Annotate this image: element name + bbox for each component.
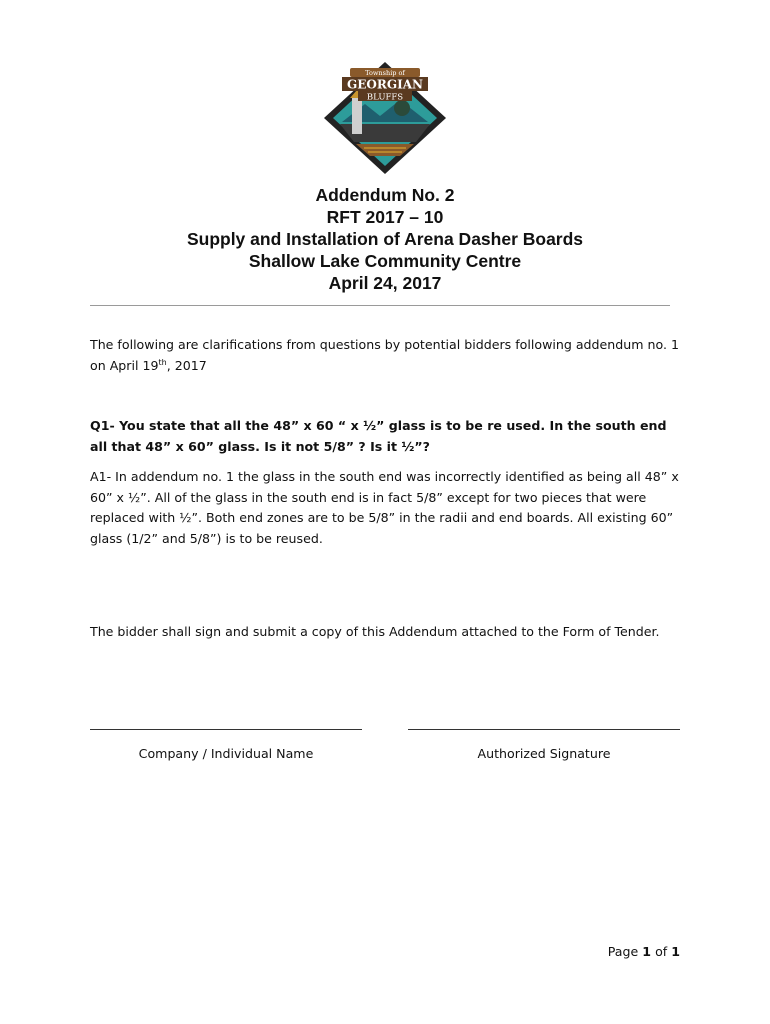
- company-name-line[interactable]: [90, 729, 362, 730]
- intro-text: The following are clarifications from questions by potential bidders following addendum no. 1 on April 19: [90, 337, 680, 373]
- addendum-number: Addendum No. 2: [315, 185, 455, 205]
- question-1: Q1- You state that all the 48” x 60 “ x ½” glass is to be re used. In the south end all that 48” x 60” glass. Is it not 5/8” ? Is it ½”?: [90, 418, 667, 454]
- project-title: Supply and Installation of Arena Dasher Boards: [186, 229, 584, 249]
- intro-paragraph: [90, 335, 680, 376]
- intro-text-end: , 2017: [166, 357, 207, 373]
- company-name-label: Company / Individual Name: [138, 746, 314, 761]
- page-number: [608, 943, 680, 961]
- title-divider: [90, 305, 670, 306]
- page-total: 1: [671, 944, 680, 959]
- project-location: Shallow Lake Community Centre: [248, 251, 522, 271]
- authorized-signature-line[interactable]: [408, 729, 680, 730]
- logo-text-georgian: GEORGIAN: [347, 77, 423, 92]
- sign-instruction: The bidder shall sign and submit a copy of this Addendum attached to the Form of Tender.: [90, 624, 660, 639]
- document-title-block: [90, 184, 680, 294]
- page-current: 1: [642, 944, 652, 959]
- authorized-signature-label: Authorized Signature: [477, 746, 611, 761]
- logo-text-township: Township of: [365, 69, 405, 77]
- page-word: Page: [607, 944, 639, 959]
- document-date: April 24, 2017: [328, 273, 442, 293]
- logo-lighthouse: [352, 98, 362, 134]
- georgian-bluffs-logo: [320, 58, 450, 176]
- intro-superscript: th: [158, 357, 167, 367]
- of-word: of: [655, 944, 668, 959]
- rft-number: RFT 2017 – 10: [326, 207, 444, 227]
- answer-1: A1- In addendum no. 1 the glass in the south end was incorrectly identified as being all 48” x 60” x ½”. All of the glass in the south end is in fact 5/8” except for two pieces that were replaced with ½”. Both end zones are to be 5/8” in the radii and end boards. All existing 60” glass (1/2” and 5/8”) is to be reused.: [90, 469, 679, 546]
- logo-text-bluffs: BLUFFS: [366, 92, 404, 103]
